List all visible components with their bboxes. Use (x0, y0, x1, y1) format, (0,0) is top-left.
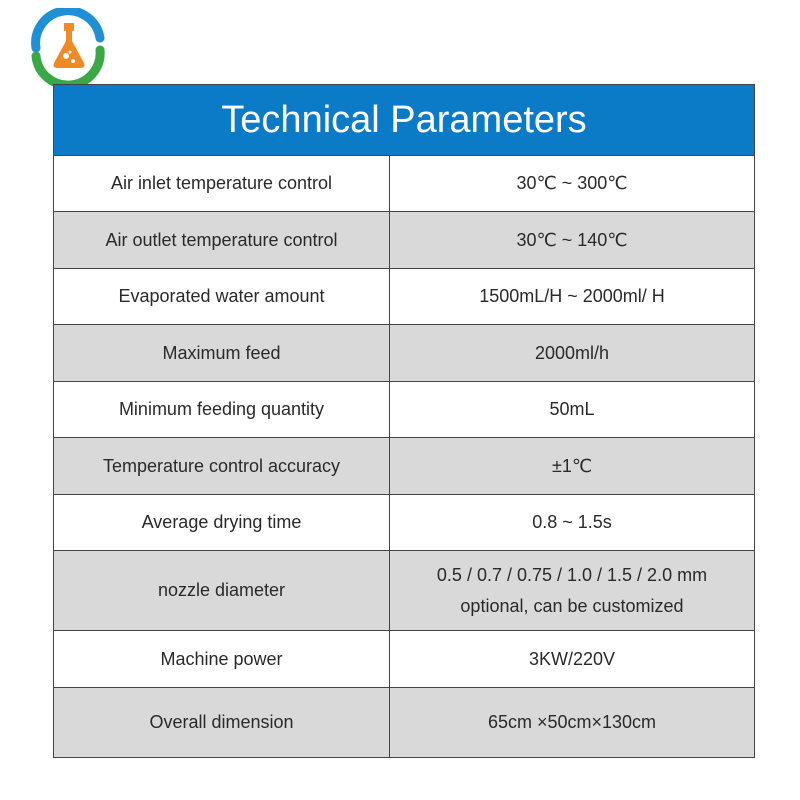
table-row (54, 438, 754, 495)
table-row (54, 551, 754, 631)
row-label: Machine power (54, 631, 390, 687)
row-value: 0.8 ~ 1.5s (532, 512, 612, 532)
table-row (54, 325, 754, 382)
row-label: Overall dimension (54, 688, 390, 757)
row-value: 1500mL/H ~ 2000ml/ H (479, 286, 665, 306)
row-value: 30℃ ~ 140℃ (516, 229, 628, 250)
row-label: Evaporated water amount (54, 269, 390, 324)
table-row (54, 269, 754, 325)
row-label: Minimum feeding quantity (54, 382, 390, 437)
table-row (54, 382, 754, 438)
row-label: Temperature control accuracy (54, 438, 390, 494)
row-value: 30℃ ~ 300℃ (516, 173, 628, 193)
table-row (54, 156, 754, 212)
table-title: Technical Parameters (54, 85, 754, 156)
row-label: Air outlet temperature control (54, 212, 390, 268)
row-label: Air inlet temperature control (54, 156, 390, 211)
flask-logo-icon (26, 8, 110, 86)
table-row (54, 688, 754, 757)
row-value: 3KW/220V (528, 648, 616, 669)
row-value: 50mL (549, 399, 595, 419)
company-logo (26, 8, 110, 86)
row-value: 65cm ×50cm×130cm (487, 712, 657, 732)
row-label: nozzle diameter (54, 551, 390, 630)
row-value: 2000ml/h (534, 342, 610, 363)
row-label: Average drying time (54, 495, 390, 550)
row-label: Maximum feed (54, 325, 390, 381)
row-value: 0.5 / 0.7 / 0.75 / 1.0 / 1.5 / 2.0 mm optional, can be customized (436, 564, 708, 616)
technical-parameters-table (53, 84, 755, 758)
row-value: ±1℃ (551, 455, 593, 476)
table-row (54, 631, 754, 688)
table-row (54, 495, 754, 551)
table-row (54, 212, 754, 269)
